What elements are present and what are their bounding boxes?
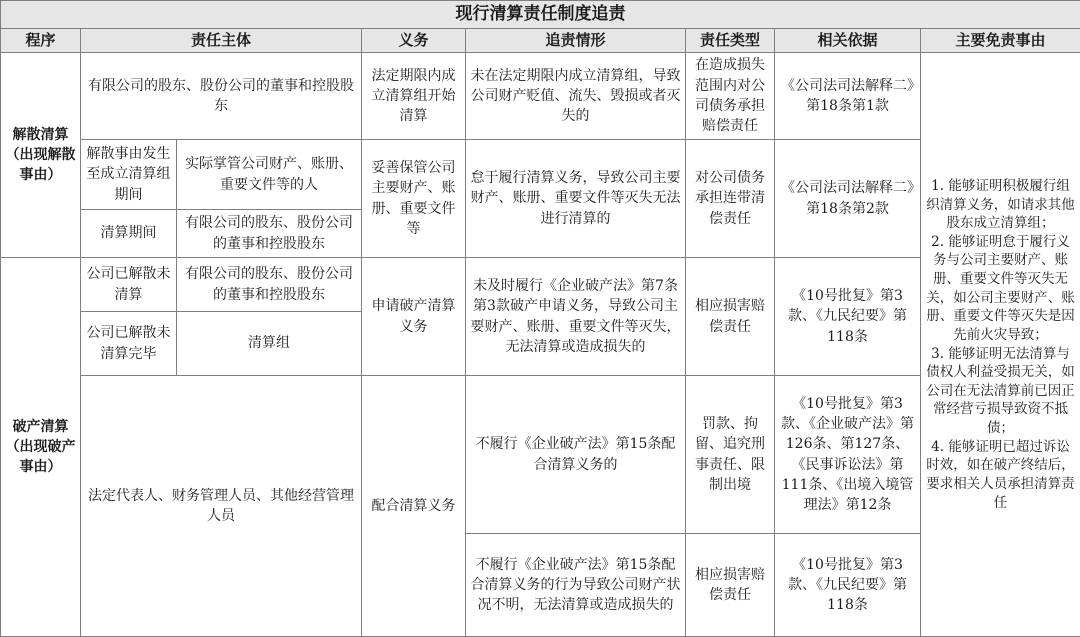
liability-cell: 罚款、拘留、追究刑事责任、限制出境 [686, 376, 775, 534]
period-cell: 公司已解散未清算完毕 [81, 312, 177, 376]
header-exemption: 主要免责事由 [921, 29, 1080, 53]
subject-cell: 有限公司的股东、股份公司的董事和控股股东 [177, 210, 362, 258]
table-title: 现行清算责任制度追责 [1, 1, 1080, 29]
procedure-bankruptcy-sub: （出现破产事由） [5, 438, 76, 476]
basis-cell: 《公司法司法解释二》第18条第1款 [775, 53, 921, 140]
circumstance-cell: 未在法定期限内成立清算组，导致公司财产贬值、流失、毁损或者灭失的 [466, 53, 686, 140]
table-row [1, 376, 1080, 534]
subject-cell: 实际掌管公司财产、账册、重要文件等的人 [177, 140, 362, 210]
exemption-cell [921, 53, 1080, 637]
exemption-item-1: 1. 能够证明积极履行组织清算义务，如请求其他股东成立清算组； [926, 177, 1075, 232]
subject-cell: 法定代表人、财务管理人员、其他经营管理人员 [81, 376, 362, 637]
table-row [1, 258, 1080, 312]
basis-cell: 《10号批复》第3款、《企业破产法》第126条、第127条、《民事诉讼法》第111条、《出境入境管理法》第12条 [775, 376, 921, 534]
procedure-bankruptcy [1, 258, 81, 637]
procedure-bankruptcy-name: 破产清算 [12, 418, 69, 435]
subject-cell: 清算组 [177, 312, 362, 376]
header-subject: 责任主体 [81, 29, 362, 53]
subject-cell: 有限公司的股东、股份公司的董事和控股股东 [81, 53, 362, 140]
basis-cell: 《10号批复》第3款、《九民纪要》第118条 [775, 258, 921, 376]
header-duty: 义务 [362, 29, 466, 53]
period-cell: 公司已解散未清算 [81, 258, 177, 312]
circumstance-cell: 不履行《企业破产法》第15条配合清算义务的行为导致公司财产状况不明，无法清算或造成损失的 [466, 534, 686, 637]
basis-cell: 《10号批复》第3款、《九民纪要》第118条 [775, 534, 921, 637]
liability-cell: 相应损害赔偿责任 [686, 258, 775, 376]
exemption-item-4: 4. 能够证明已超过诉讼时效，如在破产终结后，要求相关人员承担清算责任 [926, 438, 1075, 511]
period-cell: 清算期间 [81, 210, 177, 258]
procedure-dissolution-sub: （出现解散事由） [5, 146, 76, 184]
liability-cell: 相应损害赔偿责任 [686, 534, 775, 637]
table-row [1, 53, 1080, 140]
duty-cell: 妥善保管公司主要财产、账册、重要文件等 [362, 140, 466, 258]
header-procedure: 程序 [1, 29, 81, 53]
duty-cell: 法定期限内成立清算组开始清算 [362, 53, 466, 140]
circumstance-cell: 不履行《企业破产法》第15条配合清算义务的 [466, 376, 686, 534]
table-row [1, 140, 1080, 210]
period-cell: 解散事由发生至成立清算组期间 [81, 140, 177, 210]
header-basis: 相关依据 [775, 29, 921, 53]
circumstance-cell: 怠于履行清算义务，导致公司主要财产、账册、重要文件等灭失无法进行清算的 [466, 140, 686, 258]
subject-cell: 有限公司的股东、股份公司的董事和控股股东 [177, 258, 362, 312]
procedure-dissolution-name: 解散清算 [12, 126, 69, 143]
duty-cell: 申请破产清算义务 [362, 258, 466, 376]
basis-cell: 《公司法司法解释二》第18条第2款 [775, 140, 921, 258]
liability-cell: 在造成损失范围内对公司债务承担赔偿责任 [686, 53, 775, 140]
circumstance-cell: 未及时履行《企业破产法》第7条第3款破产申请义务，导致公司主要财产、账册、重要文件等灭失，无法清算或造成损失的 [466, 258, 686, 376]
exemption-item-2: 2. 能够证明怠于履行义务与公司主要财产、账册、重要文件等灭失无关，如公司主要财产、账册、重要文件等灭失是因先前火灾导致； [926, 233, 1075, 343]
procedure-dissolution [1, 53, 81, 258]
exemption-item-3: 3. 能够证明无法清算与债权人利益受损无关，如公司在无法清算前已因正常经营亏损导致资不抵债； [926, 345, 1075, 436]
duty-cell: 配合清算义务 [362, 376, 466, 637]
liability-cell: 对公司债务承担连带清偿责任 [686, 140, 775, 258]
header-circumstance: 追责情形 [466, 29, 686, 53]
header-liability: 责任类型 [686, 29, 775, 53]
